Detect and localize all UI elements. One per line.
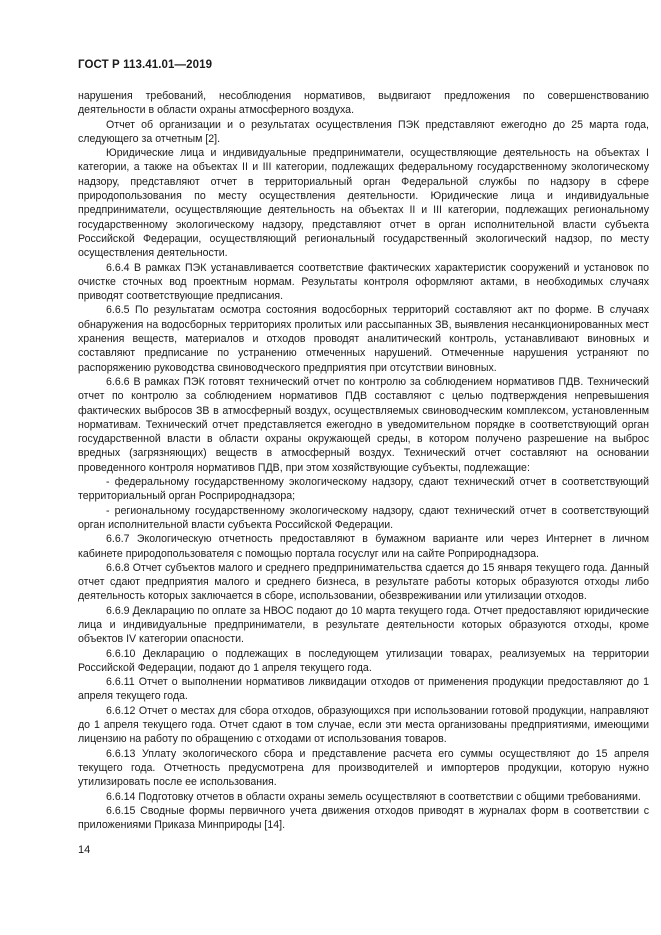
paragraph-report-recipients: Юридические лица и индивидуальные предприниматели, осуществляющие деятельность на объектах I категории, а также на объектах II и III категории, подлежащих федеральному государственному экологическому надзору, представляют отчет в территориальный орган Федеральной службы по надзору в сфере природопользования по месту осуществления деятельности. Юридические лица и индивидуальные предприниматели, осуществляющие деятельность на объектах II и III категории, подлежащих региональному государственному экологическому надзору, представляют отчет в орган исполнительной власти субъекта Российской Федерации, осуществляющий региональный государственный экологический надзор, по месту осуществления деятельности. [78, 147, 649, 260]
paragraph-6-6-11: 6.6.11 Отчет о выполнении нормативов ликвидации отходов от применения продукции предоставляют до 1 апреля текущего года. [78, 676, 649, 703]
page-number: 14 [78, 844, 91, 856]
document-header: ГОСТ Р 113.41.01—2019 [78, 59, 213, 71]
paragraph-report-deadline: Отчет об организации и о результатах осуществления ПЭК представляют ежегодно до 25 марта года, следующего за отчетным [2]. [78, 118, 649, 145]
paragraph-6-6-12: 6.6.12 Отчет о местах для сбора отходов, образующихся при использовании готовой продукции, направляют до 1 апреля текущего года. Отчет сдают в том случае, если эти места организованы предприятиями, имеющими лицензию на работу по обращению с отходами от использования товаров. [78, 704, 649, 746]
paragraph-6-6-5: 6.6.5 По результатам осмотра состояния водосборных территорий составляют акт по форме. В случаях обнаружения на водосборных территориях пролитых или рассыпанных ЗВ, выявления несанкционированных мест хранения веществ, материалов и отходов проводят аналитический контроль, устанавливают виновных и составляют предписание по устранению отмеченных нарушений. Отмеченные нарушения устраняют по распоряжению руководства свиноводческого предприятия при отсутствии виновных. [78, 304, 649, 374]
list-item-federal: - федеральному государственному экологическому надзору, сдают технический отчет в соответствующий территориальный орган Росприроднадзора; [78, 476, 649, 503]
list-item-regional: - региональному государственному экологическому надзору, сдают технический отчет в соответствующий орган исполнительной власти субъекта Российской Федерации. [78, 504, 649, 531]
paragraph-6-6-14: 6.6.14 Подготовку отчетов в области охраны земель осуществляют в соответствии с общими требованиями. [106, 790, 641, 803]
paragraph-6-6-7: 6.6.7 Экологическую отчетность предоставляют в бумажном варианте или через Интернет в личном кабинете природопользователя с помощью портала госуслуг или на сайте Роприроднадзора. [78, 533, 649, 560]
paragraph-6-6-10: 6.6.10 Декларацию о подлежащих в последующем утилизации товарах, реализуемых на территории Российской Федерации, подают до 1 апреля текущего года. [78, 647, 649, 674]
paragraph-6-6-13: 6.6.13 Уплату экологического сбора и представление расчета его суммы осуществляют до 15 апреля текущего года. Отчетность предусмотрена для производителей и импортеров продукции, которую нужно утилизировать после ее использования. [78, 747, 649, 789]
paragraph-6-6-9: 6.6.9 Декларацию по оплате за НВОС подают до 10 марта текущего года. Отчет предоставляют юридические лица и индивидуальные предприниматели, в результате деятельности которых образуются отходы, кроме объектов IV категории опасности. [78, 604, 649, 646]
document-body [78, 89, 649, 832]
paragraph-6-6-6: 6.6.6 В рамках ПЭК готовят технический отчет по контролю за соблюдением нормативов ПДВ. Технический отчет по контролю за соблюдением нормативов ПДВ составляют с целью подтверждения непревышения фактических выбросов ЗВ в атмосферный воздух, осуществляемых свиноводческим комплексом, установленным нормативам. Технический отчет представляется ежегодно в уведомительном порядке в соответствующий орган государственной власти в области охраны окружающей среды, в котором получено разрешение на выброс вредных (загрязняющих) веществ в атмосферный воздух. Технический отчет составляют на основании проведенного контроля нормативов ПДВ, при этом хозяйствующие субъекты, подлежащие: [78, 375, 649, 474]
paragraph-6-6-15: 6.6.15 Сводные формы первичного учета движения отходов приводят в журналах форм в соответствии с приложениями Приказа Минприроды [14]. [78, 804, 649, 832]
paragraph-continuation: нарушения требований, несоблюдения нормативов, выдвигают предложения по совершенствованию деятельности в области охраны атмосферного воздуха. [78, 90, 649, 117]
paragraph-6-6-8: 6.6.8 Отчет субъектов малого и среднего предпринимательства сдается до 15 января текущего года. Данный отчет сдают предприятия малого и среднего бизнеса, в результате работы которых образуются отходы либо деятельность которых заключается в сборе, использовании, обезвреживании или утилизации отходов. [78, 561, 649, 603]
paragraph-6-6-4: 6.6.4 В рамках ПЭК устанавливается соответствие фактических характеристик сооружений и установок по очистке сточных вод проектным нормам. Результаты контроля оформляют актами, в необходимых случаях приводят соответствующие предписания. [78, 261, 649, 303]
